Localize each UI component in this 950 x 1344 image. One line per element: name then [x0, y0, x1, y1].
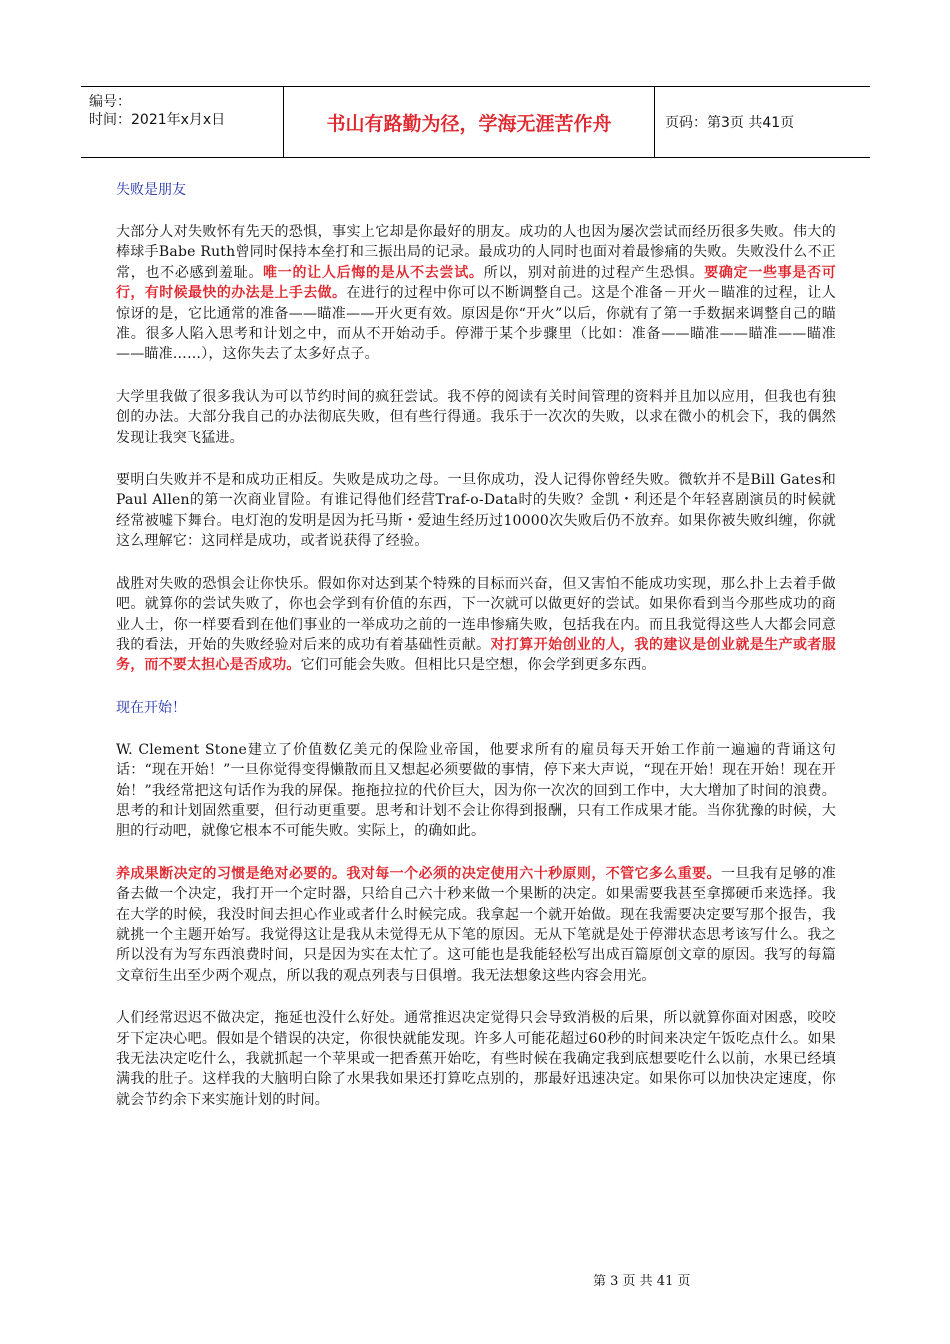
highlight-text: 养成果断决定的习惯是绝对必要的。我对每一个必须的决定使用六十秒原则，不管它多么重要。 — [116, 865, 721, 882]
date-label: 时间：2021年x月x日 — [89, 112, 226, 128]
paragraph-6 — [116, 864, 836, 986]
paragraph-1 — [116, 222, 836, 365]
highlight-text: 唯一的让人后悔的是从不去尝试。 — [263, 264, 484, 281]
paragraph-4 — [116, 574, 836, 676]
header-page-label: 页码：第3页 共41页 — [665, 115, 795, 131]
paragraph-7: 人们经常迟迟不做决定，拖延也没什么好处。通常推迟决定觉得只会导致消极的后果，所以就算你面对困惑，咬咬牙下定决心吧。假如是个错误的决定，你很快就能发现。许多人可能花超过60秒的时间来决定午饭吃点什么。如果我无法决定吃什么，我就抓起一个苹果或一把香蕉开始吃，有些时候在我确定我到底想要吃什么以前，水果已经填满我的肚子。这样我的大脑明白除了水果我如果还打算吃点别的，那最好迅速决定。如果你可以加快决定速度，你就会节约余下来实施计划的时间。 — [116, 1010, 836, 1108]
paragraph-text: 一旦我有足够的准备去做一个决定，我打开一个定时器，只给自己六十秒来做一个果断的决定。如果需要我甚至拿掷硬币来选择。我在大学的时候，我没时间去担心作业或者什么时候完成。我拿起一个就开始做。现在我需要决定要写那个报告，我就挑一个主题开始写。我觉得这让是我从未觉得无从下笔的原因。无从下笔就是处于停滞状态思考该写什么。我之所以没有为写东西浪费时间，只是因为实在太忙了。这可能也是我能轻松写出成百篇原创文章的原因。我写的每篇文章衍生出至少两个观点，所以我的观点列表与日俱增。我无法想象这些内容会用光。 — [116, 865, 836, 984]
section-heading-failure: 失败是朋友 — [116, 182, 186, 198]
header-motto: 书山有路勤为径，学海无涯苦作舟 — [283, 87, 655, 157]
highlight-text: 要确定一些事是否可行，有时候最快的办法是上手去做。 — [116, 264, 837, 302]
paragraph-text: 所以，别对前进的过程产生恐惧。 — [483, 264, 705, 281]
section-heading-start-now: 现在开始！ — [116, 699, 186, 716]
document-body — [116, 180, 836, 1132]
highlight-text: 对打算开始创业的人，我的建议是创业就是生产或者服务，而不要太担心是否成功。 — [116, 636, 836, 674]
paragraph-text: 大部分人对失败怀有先天的恐惧，事实上它却是你最好的朋友。成功的人也因为屡次尝试而经历很多失败。伟大的棒球手Babe Ruth曾同时保持本垒打和三振出局的记录。最成功的人同时也面对着最惨痛的失败。失败没什么不正常，也不必感到羞耻。 — [116, 224, 836, 281]
paragraph-text: 战胜对失败的恐惧会让你快乐。假如你对达到某个特殊的目标而兴奋，但又害怕不能成功实现，那么扑上去着手做吧。就算你的尝试失败了，你也会学到有价值的东西，下一次就可以做更好的尝试。如果你看到当今那些成功的商业人士，你一样要看到在他们事业的一举成功之前的一连串惨痛失败，包括我在内。而且我觉得这些人大都会同意我的看法，开始的失败经验对后来的成功有着基础性贡献。 — [116, 575, 836, 653]
header-table — [81, 86, 870, 158]
number-label: 编号： — [89, 94, 131, 110]
paragraph-2: 大学里我做了很多我认为可以节约时间的疯狂尝试。我不停的阅读有关时间管理的资料并且加以应用，但我也有独创的办法。大部分我自己的办法彻底失败，但有些行得通。我乐于一次次的失败，以求在微小的机会下，我的偶然发现让我突飞猛进。 — [116, 388, 836, 446]
page-footer: 第 3 页 共 41 页 — [593, 1274, 691, 1289]
header-left-cell — [81, 87, 283, 157]
paragraph-text: 它们可能会失败。但相比只是空想，你会学到更多东西。 — [300, 657, 656, 674]
paragraph-text: 在进行的过程中你可以不断调整自己。这是个准备－开火－瞄准的过程，让人惊讶的是，它比通常的准备——瞄准——开火更有效。原因是你“开火”以后，你就有了第一手数据来调整自己的瞄准。很多人陷入思考和计划之中，而从不开始动手。停滞于某个步骤里（比如：准备——瞄准——瞄准——瞄准——瞄准……），这你失去了太多好点子。 — [116, 285, 836, 363]
paragraph-5: W. Clement Stone建立了价值数亿美元的保险业帝国，他要求所有的雇员每天开始工作前一遍遍的背诵这句话：“现在开始！”一旦你觉得变得懒散而且又想起必须要做的事情，停下来大声说，“现在开始！现在开始！现在开始！”我经常把这句话作为我的屏保。拖拖拉拉的代价巨大，因为你一次次的回到工作中，大大增加了时间的浪费。思考的和计划固然重要，但行动更重要。思考和计划不会让你得到报酬，只有工作成果才能。当你犹豫的时候，大胆的行动吧，就像它根本不可能失败。实际上，的确如此。 — [116, 741, 836, 840]
paragraph-3: 要明白失败并不是和成功正相反。失败是成功之母。一旦你成功，没人记得你曾经失败。微软并不是Bill Gates和Paul Allen的第一次商业冒险。有谁记得他们经营Traf-o-Data时的失败？金凯・利还是个年轻喜剧演员的时候就经常被嘘下舞台。电灯泡的发明是因为托马斯・爱迪生经历过10000次失败后仍不放弃。如果你被失败纠缠，你就这么理解它：这同样是成功，或者说获得了经验。 — [116, 472, 836, 550]
